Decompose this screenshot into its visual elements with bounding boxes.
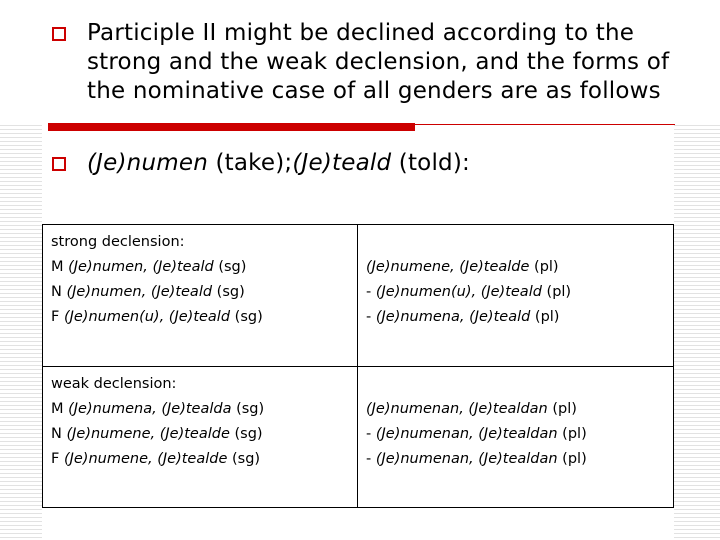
number-label: (sg)	[212, 284, 245, 300]
forms: (Je)numen, (Je)teald	[68, 259, 214, 275]
forms: (Je)numenan, (Je)tealdan	[366, 400, 548, 417]
number-label: (sg)	[227, 450, 261, 467]
number-label: (sg)	[213, 259, 247, 275]
number-label: (pl)	[557, 425, 587, 442]
forms: (Je)numenan, (Je)tealdan	[375, 425, 558, 442]
declension-table	[42, 224, 674, 508]
strong-row-masculine	[51, 255, 349, 280]
example-told-gloss: (told):	[391, 150, 470, 176]
spacer-line	[366, 230, 665, 255]
number-label: (pl)	[529, 259, 559, 275]
forms: (Je)numena, (Je)tealda	[68, 400, 232, 417]
forms: (Je)numen(u), (Je)teald	[63, 309, 231, 325]
example-take: (Je)numen	[87, 150, 208, 176]
dash: -	[366, 450, 376, 467]
weak-plural-row	[366, 422, 665, 447]
gender-label: F	[51, 450, 64, 467]
number-label: (sg)	[231, 400, 265, 417]
strong-row-feminine	[51, 305, 349, 330]
example-told: (Je)teald	[292, 150, 392, 176]
number-label: (pl)	[541, 284, 572, 300]
weak-row-masculine	[51, 397, 349, 422]
forms: (Je)numene, (Je)tealde	[366, 259, 530, 275]
gender-label: M	[51, 259, 69, 275]
weak-row-neuter	[51, 422, 349, 447]
background-stripes-right	[674, 125, 720, 540]
weak-declension-heading: weak declension:	[51, 375, 177, 392]
table-row-strong	[43, 225, 674, 367]
weak-plural-row	[366, 447, 665, 472]
number-label: (sg)	[230, 309, 263, 325]
title-divider-bar	[48, 123, 415, 131]
weak-plural-cell	[358, 366, 674, 508]
gender-label: N	[51, 284, 67, 300]
weak-row-feminine	[51, 447, 349, 472]
dash: -	[366, 284, 376, 300]
gender-label: F	[51, 309, 64, 325]
forms: (Je)numena, (Je)teald	[375, 309, 531, 325]
strong-declension-heading: strong declension:	[51, 234, 185, 250]
weak-plural-row	[366, 397, 665, 422]
gender-label: N	[51, 425, 67, 442]
spacer-line	[366, 372, 665, 397]
weak-singular-cell	[43, 366, 358, 508]
strong-plural-cell	[358, 225, 674, 367]
number-label: (sg)	[229, 425, 263, 442]
forms: (Je)numen(u), (Je)teald	[375, 284, 542, 300]
strong-plural-row	[366, 305, 665, 330]
strong-row-neuter	[51, 280, 349, 305]
square-bullet-icon	[52, 157, 66, 171]
forms: (Je)numene, (Je)tealde	[63, 450, 228, 467]
gender-label: M	[51, 400, 69, 417]
dash: -	[366, 425, 376, 442]
forms: (Je)numen, (Je)teald	[66, 284, 213, 300]
number-label: (pl)	[547, 400, 577, 417]
square-bullet-icon	[52, 27, 66, 41]
background-stripes-left	[0, 125, 42, 540]
title-divider-line	[415, 124, 675, 125]
number-label: (pl)	[557, 450, 587, 467]
forms: (Je)numenan, (Je)tealdan	[375, 450, 558, 467]
bullet-text-participle: Participle II might be declined according to the strong and the weak declension, and the forms of the nominative case of all genders are as follows	[87, 20, 670, 104]
bullet-text-examples	[87, 149, 677, 178]
strong-singular-cell	[43, 225, 358, 367]
dash: -	[366, 309, 376, 325]
forms: (Je)numene, (Je)tealde	[66, 425, 230, 442]
example-take-gloss: (take);	[207, 150, 293, 176]
strong-plural-row	[366, 255, 665, 280]
number-label: (pl)	[530, 309, 560, 325]
strong-plural-row	[366, 280, 665, 305]
table-row-weak	[43, 366, 674, 508]
